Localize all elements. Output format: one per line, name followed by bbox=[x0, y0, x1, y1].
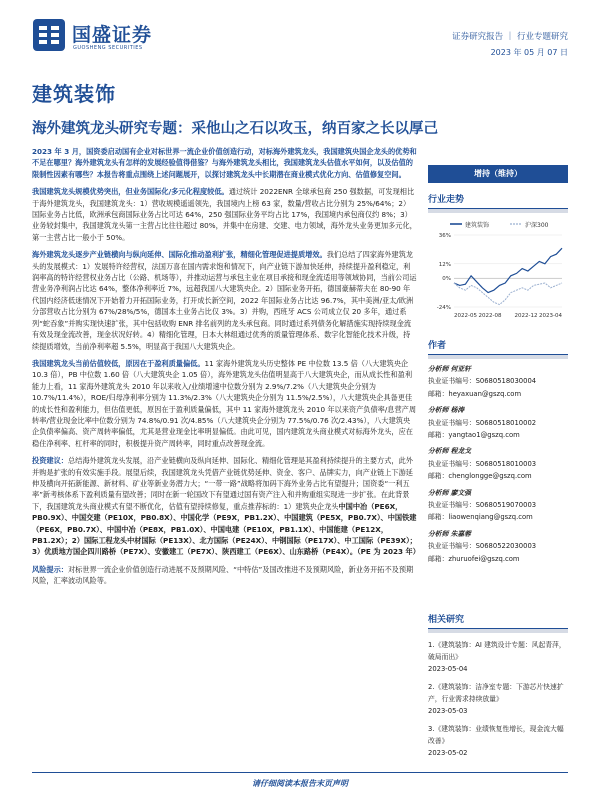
related-date: 2023-05-04 bbox=[428, 665, 468, 673]
analyst-item bbox=[428, 487, 568, 524]
email-label: 邮箱： bbox=[428, 389, 449, 398]
recommended-stocks: 中国中冶（PE6X，PB0.9X）、中国交建（PE10X，PB0.8X）、中国化学（PE9X，PB1.2X）、中国建筑（PE5X，PB0.7X）、中国铁建（PE6X，PB0.7X）、中国中冶（PE8X，PB1.0X）、中国电建（PE10X，PB1.1X）、中国能建（PE12X，PB1.2X）；2）国际工程龙头中材国际（PE13X）、北方国际（PE24X）、中钢国际（PE17X）、中工国际（PE39X）；3）优质地方国企四川路桥（PE7X）、安徽建工（PE7X）、陕西建工（PE6X）、山东路桥（PE4X）。（PE 为 2023 年） bbox=[32, 501, 420, 557]
cert-number: S0680518030004 bbox=[475, 377, 537, 386]
analyst-role: 分析师 bbox=[428, 365, 449, 373]
paragraph-3-lead: 海外建筑龙头逐步产业链横向与纵向延伸、国际化推动盈利扩张，精细化管理促进提质增效。 bbox=[32, 250, 327, 260]
report-body bbox=[32, 146, 420, 593]
rating-badge: 增持（维持） bbox=[428, 165, 568, 183]
paragraph-2 bbox=[32, 186, 417, 243]
cert-label: 执业证书编号： bbox=[428, 418, 476, 427]
analyst-email[interactable]: heyaxuan@gszq.com bbox=[448, 389, 522, 398]
section-bar bbox=[428, 209, 568, 213]
analyst-email[interactable]: chenglongge@gszq.com bbox=[448, 472, 532, 481]
paragraph-5 bbox=[32, 455, 420, 558]
industry-name: 建筑装饰 bbox=[32, 82, 116, 106]
y-tick-label: -24% bbox=[436, 305, 451, 311]
logo-text: 国盛证券 bbox=[72, 24, 153, 46]
analyst-role: 分析师 bbox=[428, 447, 449, 456]
cert-number: S0680518010002 bbox=[475, 418, 537, 427]
analyst-section bbox=[428, 338, 568, 569]
paragraph-3 bbox=[32, 249, 417, 352]
analyst-list bbox=[428, 363, 568, 565]
analyst-name: 程龙戈 bbox=[450, 447, 471, 456]
report-date: 2023 年 05 月 07 日 bbox=[490, 48, 568, 57]
analyst-name: 朱嘉蓉 bbox=[450, 529, 471, 538]
analyst-title: 作者 bbox=[428, 338, 568, 355]
analyst-role: 分析师 bbox=[428, 488, 449, 497]
analyst-name: 杨涛 bbox=[450, 406, 465, 415]
related-title: 相关研究 bbox=[428, 612, 568, 629]
related-title[interactable]: 3.《建筑装饰：业绩恢复性增长，现金流大幅改善》 bbox=[428, 725, 564, 745]
analyst-email[interactable]: zhuruofei@gszq.com bbox=[448, 554, 520, 563]
analyst-item bbox=[428, 528, 568, 565]
analyst-name: 何亚轩 bbox=[450, 365, 471, 373]
company-logo bbox=[32, 18, 170, 58]
logo-subtext: GUOSHENG SECURITIES bbox=[73, 45, 143, 51]
series-line bbox=[454, 283, 562, 305]
series-line bbox=[454, 248, 562, 292]
analyst-email[interactable]: liaowenqiang@gszq.com bbox=[448, 513, 533, 522]
paragraph-6-lead: 风险提示： bbox=[32, 564, 68, 574]
x-tick-label: 2022-05 bbox=[454, 313, 477, 319]
cert-label: 执业证书编号： bbox=[428, 377, 476, 386]
related-list bbox=[428, 639, 568, 759]
legend-label: 建筑装饰 bbox=[465, 222, 490, 229]
paragraph-1-text: 2023 年 3 月，国资委启动国有企业对标世界一流企业价值创造行动，对标海外建筑龙头，我国建筑央国企龙头的优势和不足在哪里？海外建筑龙头有怎样的发展经验值得借鉴？与海外建筑龙头相比，我国建筑龙头估值水平如何，以及估值的限制性因素有哪些？本报告将重点围绕上述问题展开，以探讨建筑龙头中长期潜在商业模式优化方向、估值修复空间。 bbox=[32, 147, 417, 179]
paragraph-3-text: 我们总结了四家海外建筑龙头的发展模式：1）发展特许经营权，法国万喜在国内需求饱和情况下，向产业链下游加快延伸，持续提升盈利稳定，利润率高的特许经营权业务占比（公路、机场等），并推动运营与承包主业在项目承接和现金流适用等领域协同，当前公司运营业务净利润占比达 64%，整体净利率近 7%，远超我国八大建筑央企。2）国际业务开拓，德国豪赫蒂夫在 80-90 年代国内经济低迷情况下开始着力开拓国际业务，打开成长新空间，2022 年国际业务占比达 96.7%，其中美洲/亚太/欧洲分部营收占比分别为 67%/28%/5%，德国本土业务占比仅 3%。3）并购，西班牙 ACS 公司成立仅 20 多年，通过系列“蛇吞象”并购实现快速扩张，其中包括收购 ENR 排名前列的龙头承包商。同时通过系列债务化解措施实现持续现金流有效及现金流改善，现金状况好转。4）精细化管理，日本大林组通过优秀的质量管理体系、数字化智能化技术升级，持续提质增效，当前净利率超 5.5%，明显高于我国八大建筑央企。 bbox=[32, 250, 417, 351]
related-item[interactable] bbox=[428, 639, 568, 675]
email-label: 邮箱： bbox=[428, 472, 449, 481]
analyst-role: 分析师 bbox=[428, 406, 449, 415]
y-tick-label: 0% bbox=[442, 276, 451, 283]
email-label: 邮箱： bbox=[428, 431, 449, 440]
y-tick-label: 12% bbox=[438, 261, 451, 268]
paragraph-5-lead: 投资建议： bbox=[32, 456, 68, 466]
email-label: 邮箱： bbox=[428, 513, 449, 522]
report-title: 海外建筑龙头研究专题：采他山之石以攻玉，纳百家之长以厚己 bbox=[32, 121, 438, 137]
x-tick-label: 2022-12 bbox=[514, 313, 538, 319]
analyst-item bbox=[428, 363, 568, 400]
related-date: 2023-05-02 bbox=[428, 749, 468, 757]
section-bar bbox=[428, 629, 568, 633]
analyst-role: 分析师 bbox=[428, 529, 449, 538]
related-date: 2023-05-03 bbox=[428, 707, 468, 715]
related-title[interactable]: 1.《建筑装饰：AI 建筑设计专题：风起青萍，破局而出》 bbox=[428, 641, 566, 661]
section-bar bbox=[428, 355, 568, 359]
cert-number: S0680522030003 bbox=[475, 542, 537, 551]
logo-mark-icon bbox=[32, 18, 66, 52]
report-type: 证券研究报告 ｜ 行业专题研究 bbox=[452, 32, 568, 42]
related-item[interactable] bbox=[428, 723, 568, 759]
analyst-item bbox=[428, 404, 568, 441]
analyst-name: 廖文强 bbox=[450, 488, 471, 497]
paragraph-5-text: 总结海外建筑龙头发展，沿产业链横向及纵向延伸、国际化、精细化管理是其盈利持续提升的主要方式，此外并购是扩张的有效实施手段。展望后续，我国建筑龙头凭借产业链优势延伸、资金、客户、品牌实力，向产业链上下游延伸及横向开拓新能源、新材料、矿业等新业务潜力大；“一带一路”战略将加码下海外业务占比有望提升；国资委“一利五率”新考核体系下盈利质量有望改善；同时在新一轮国改下有望通过国有资产注入和并购重组实现进一步扩张。在此背景下，我国建筑龙头商业模式有望不断优化，估值有望持续修复，重点推荐标的：1）建筑央企龙头 bbox=[32, 456, 413, 511]
paragraph-6-text: 对标世界一流企业价值创造行动进展不及预期风险、“中特估”及国改推进不及预期风险，新业务开拓不及预期风险，汇率波动风险等。 bbox=[32, 564, 414, 586]
trend-title: 行业走势 bbox=[428, 192, 568, 209]
footer-disclaimer: 请仔细阅读本报告末页声明 bbox=[252, 779, 348, 788]
paragraph-4 bbox=[32, 358, 417, 449]
cert-number: S0680518010003 bbox=[475, 459, 537, 468]
paragraph-2-lead: 我国建筑龙头规模优势突出，但业务国际化/多元化程度较低。 bbox=[32, 187, 229, 197]
related-item[interactable] bbox=[428, 681, 568, 717]
email-label: 邮箱： bbox=[428, 554, 449, 563]
paragraph-4-text: 11 家海外建筑龙头历史整体 PE 中位数 13.5 倍（八大建筑央企 10.3 倍），PB 中位数 1.60 倍（八大建筑央企 1.05 倍），海外建筑龙头估值明显高于八大建筑央企，而从成长性和盈利能力上看，11 家海外建筑龙头 2010 年以来收入/业绩增速中位数分别为 2.9%/7.2%（八大建筑央企分别为 10.7%/11.4%），ROE/归母净利率分别为 11.3%/2.3%（八大建筑央企分别为 11.5%/2.5%），八大建筑央企具备更佳的成长性和盈利能力，但估值更低，原因在于盈利质量偏低，其中 11 家海外建筑龙头 2010 年以来资产负债率/息营产周转率/营业现金比率中位数分别为 74.8%/0.91 次/4.85%（八大建筑央企分别为 77.5%/0.76 次/2.43%），八大建筑央企负债率偏高、资产周转率偏低，尤其是营业现金比率明显偏低。由此可见，国内建筑龙头商业模式对标海外龙头，应在稳住净利率、杠杆率的同时，积极提升资产周转率，同时重点改善现金流。 bbox=[32, 358, 417, 448]
paragraph-2-text: 通过统计 2022ENR 全球承包商 250 强数据，可发现相比于海外建筑龙头，我国建筑龙头：1）营收规模遥遥领先，我国境内上榜 63 家，数量/营收占比分别为 25%/64%；2）国际业务占比低，欧洲承包商国际业务占比可达 64%，250 强国际业务平均占比 17%，我国境内承包商仅约 8%；3）业务较封集中，我国建筑龙头第一主营占比往往超过 80%，并集中在房建、交建、电力领域，海外龙头业务更加多元化，第一主营占比一般小于 50%。 bbox=[32, 187, 417, 242]
paragraph-6 bbox=[32, 564, 417, 587]
cert-number: S0680519070003 bbox=[475, 501, 537, 510]
analyst-email[interactable]: yangtao1@gszq.com bbox=[448, 431, 520, 440]
cert-label: 执业证书编号： bbox=[428, 542, 476, 551]
paragraph-1 bbox=[32, 146, 417, 180]
analyst-item bbox=[428, 445, 568, 482]
trend-section bbox=[428, 192, 568, 329]
legend-label: 沪深300 bbox=[525, 222, 549, 229]
x-tick-label: 2023-04 bbox=[539, 313, 562, 319]
x-tick-label: 2022-08 bbox=[478, 313, 502, 319]
footer-divider bbox=[32, 772, 568, 773]
cert-label: 执业证书编号： bbox=[428, 459, 476, 468]
paragraph-4-lead: 我国建筑龙头当前估值较低，原因在于盈利质量偏低。 bbox=[32, 358, 205, 368]
related-section bbox=[428, 612, 568, 765]
y-tick-label: 36% bbox=[438, 233, 451, 239]
related-title[interactable]: 2.《建筑装饰：洁净室专题：下游芯片快速扩产，行业需求持续放量》 bbox=[428, 683, 564, 703]
industry-trend-chart bbox=[428, 217, 568, 329]
cert-label: 执业证书编号： bbox=[428, 501, 476, 510]
